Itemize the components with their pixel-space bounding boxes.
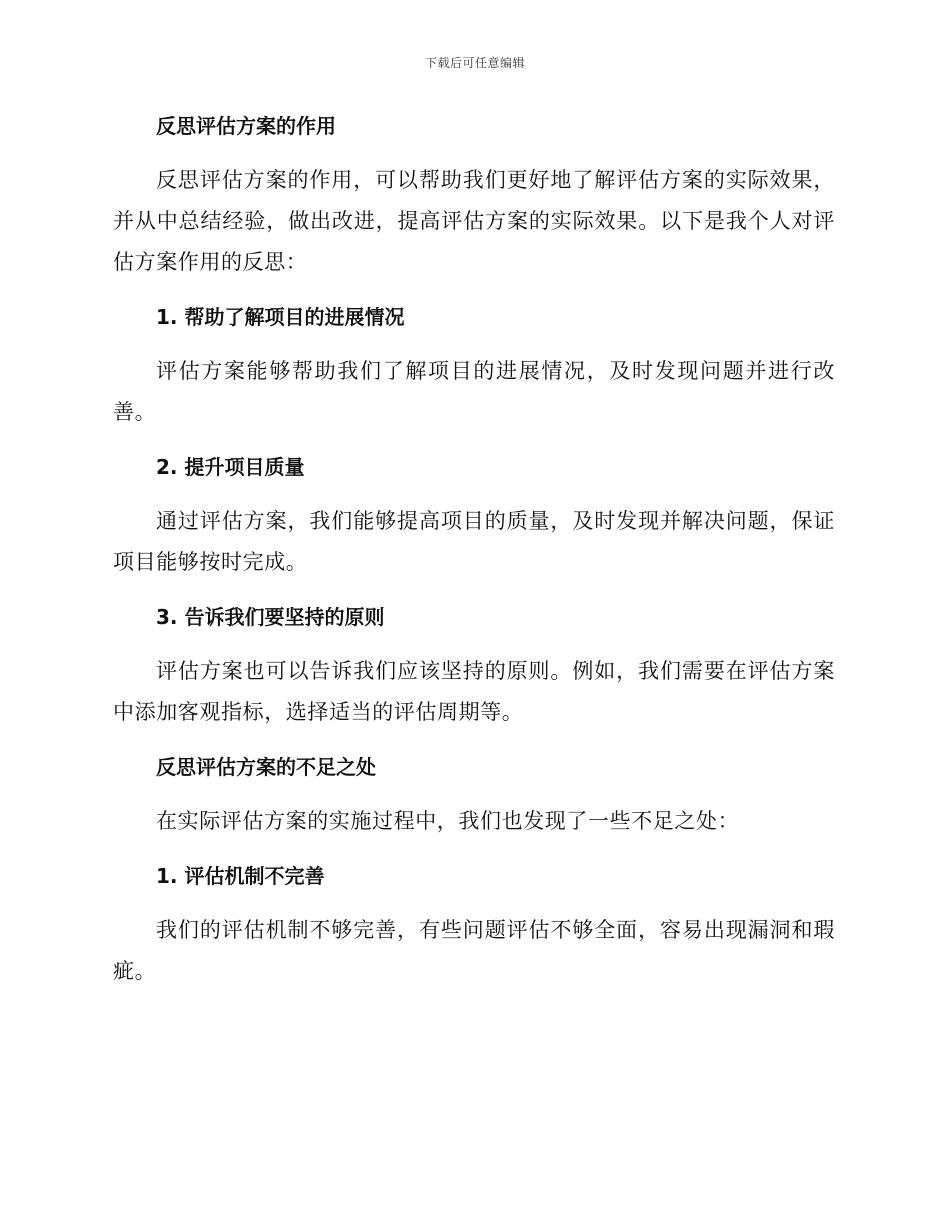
section-heading: 反思评估方案的作用 xyxy=(156,114,336,138)
section-heading: 1. 评估机制不完善 xyxy=(156,864,325,888)
section-heading: 反思评估方案的不足之处 xyxy=(156,755,376,779)
section-heading: 1. 帮助了解项目的进展情况 xyxy=(156,305,405,329)
body-paragraph: 反思评估方案的作用，可以帮助我们更好地了解评估方案的实际效果，并从中总结经验，做出改进，提高评估方案的实际效果。以下是我个人对评估方案作用的反思： xyxy=(113,168,835,274)
header-note: 下载后可任意编辑 xyxy=(424,56,525,70)
body-paragraph: 通过评估方案，我们能够提高项目的质量，及时发现并解决问题，保证项目能够按时完成。 xyxy=(113,509,835,574)
body-paragraph: 我们的评估机制不够完善，有些问题评估不够全面，容易出现漏洞和瑕疵。 xyxy=(113,918,835,983)
body-paragraph: 在实际评估方案的实施过程中，我们也发现了一些不足之处： xyxy=(156,809,740,833)
section-heading: 3. 告诉我们要坚持的原则 xyxy=(156,605,385,629)
document-body xyxy=(113,110,835,1010)
body-paragraph: 评估方案也可以告诉我们应该坚持的原则。例如，我们需要在评估方案中添加客观指标，选择适当的评估周期等。 xyxy=(113,659,835,724)
body-paragraph: 评估方案能够帮助我们了解项目的进展情况，及时发现问题并进行改善。 xyxy=(113,359,835,424)
section-heading: 2. 提升项目质量 xyxy=(156,455,305,479)
